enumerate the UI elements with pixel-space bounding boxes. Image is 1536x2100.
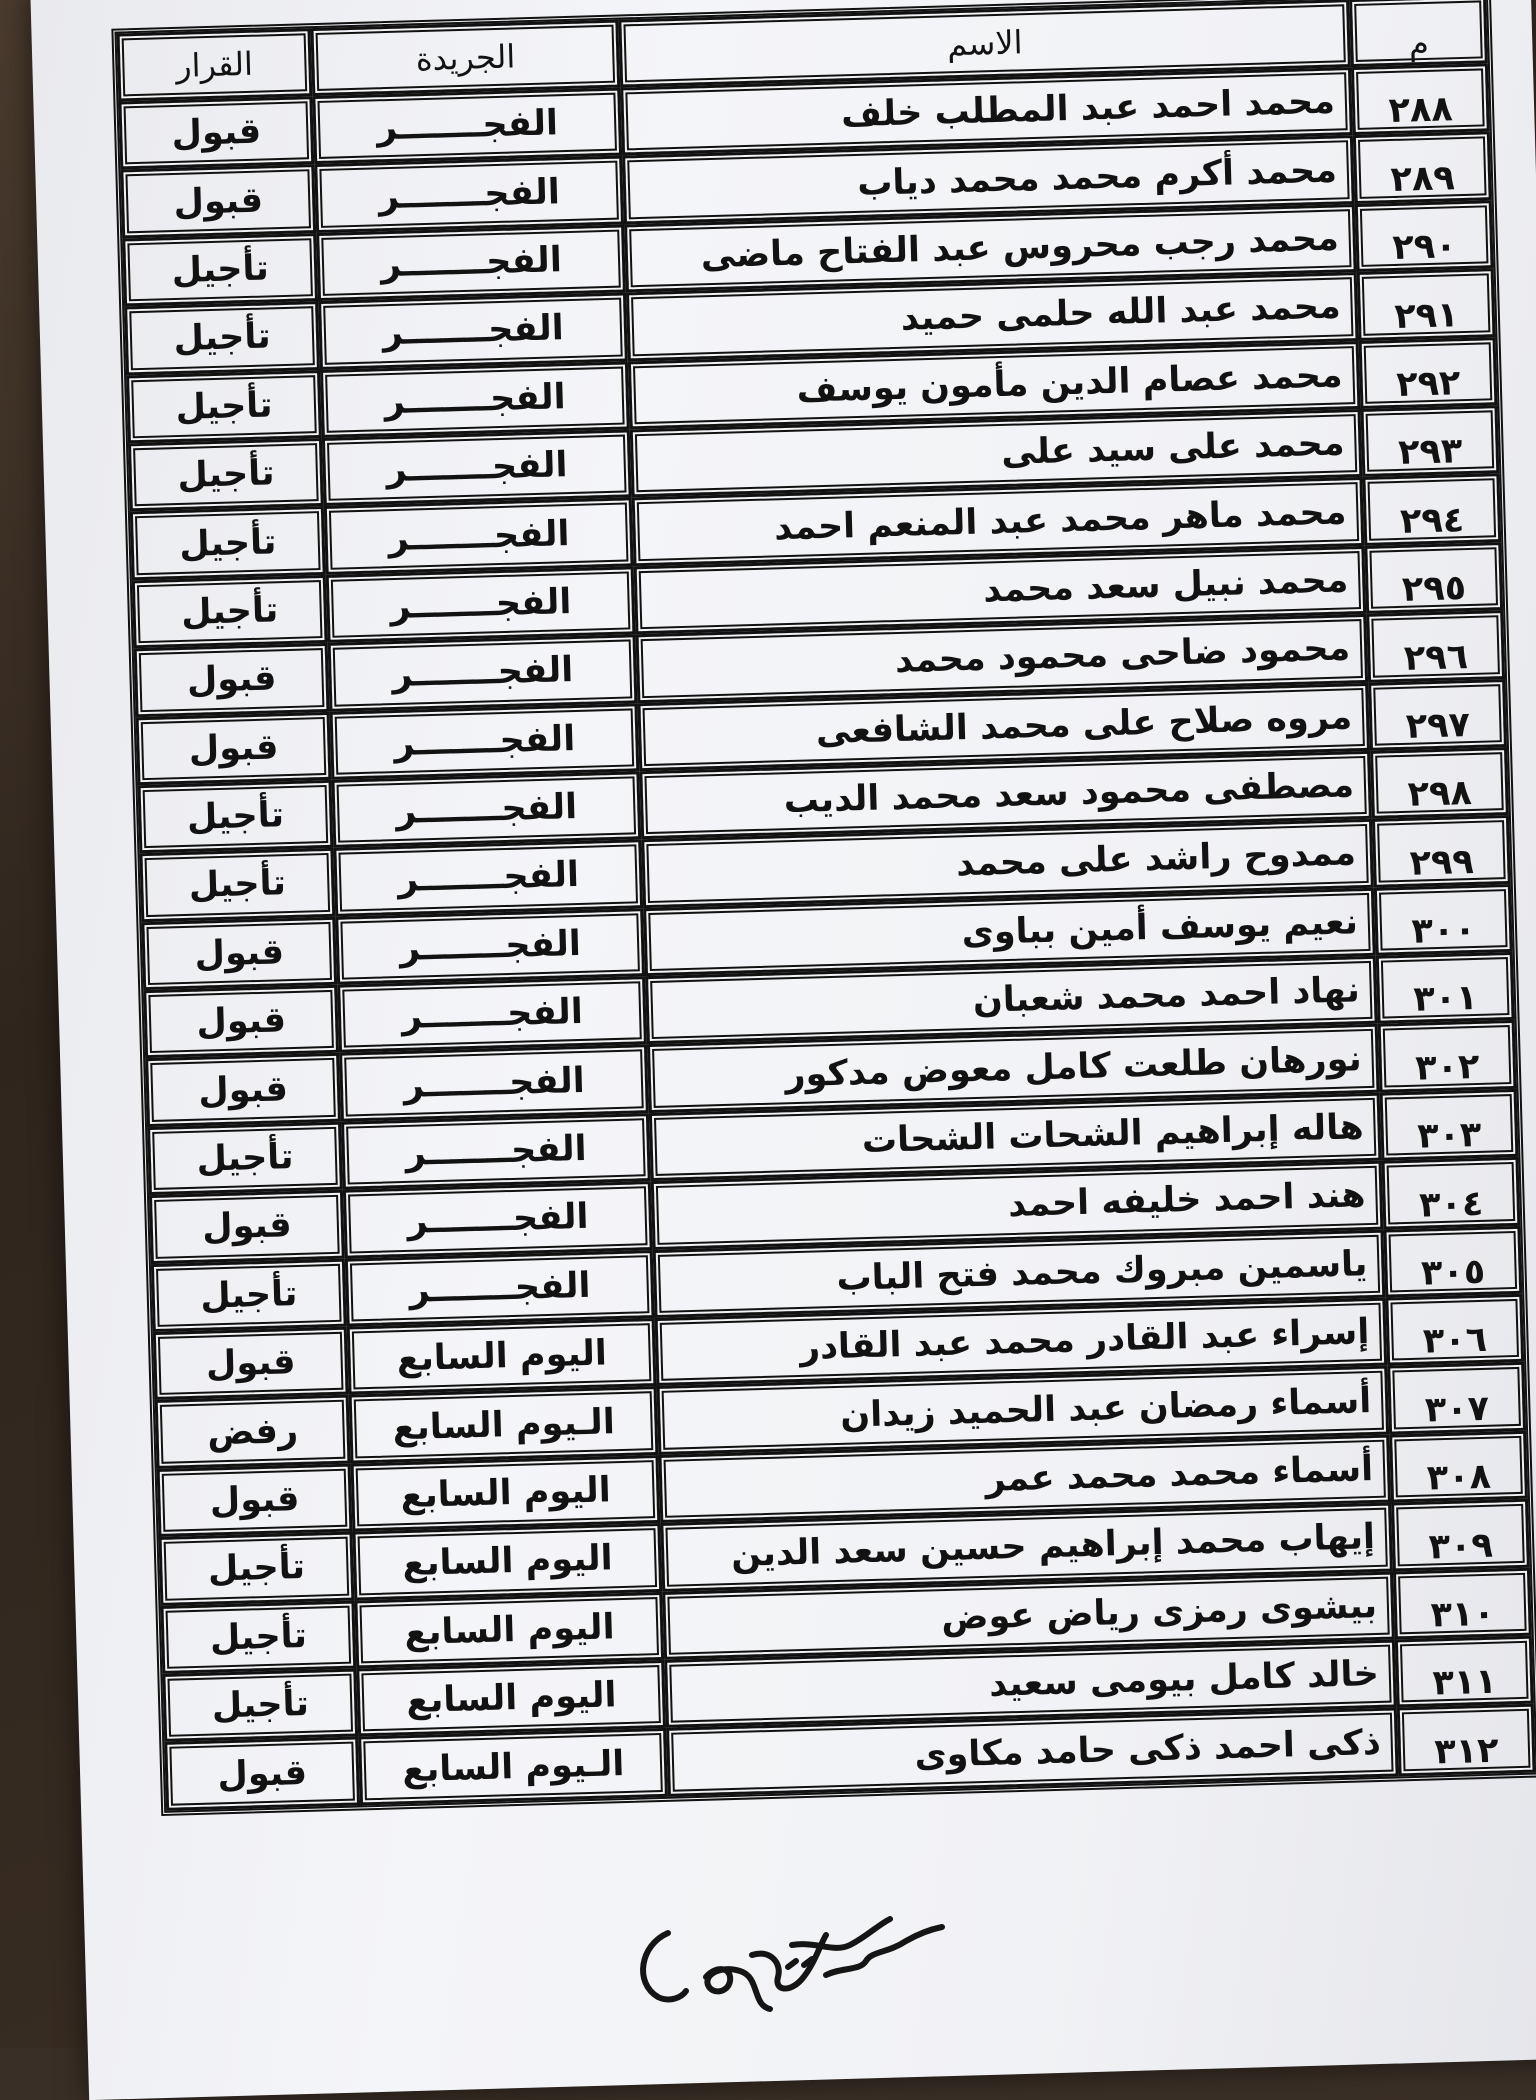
row-number: ٢٩٥ xyxy=(1364,542,1503,614)
row-decision: قبول xyxy=(136,711,332,785)
row-number: ٢٩٦ xyxy=(1366,610,1505,682)
row-number: ٢٩٤ xyxy=(1362,473,1501,545)
row-name: هند احمد خليفه احمد xyxy=(651,1161,1383,1250)
row-number: ٣٠٣ xyxy=(1380,1089,1519,1161)
row-decision: تأجيل xyxy=(124,301,320,375)
row-name: محمد نبيل سعد محمد xyxy=(634,546,1366,635)
row-decision: قبول xyxy=(141,916,337,990)
row-decision: قبول xyxy=(153,1327,349,1401)
row-newspaper: الفجـــــــر xyxy=(335,908,645,985)
row-newspaper: الفجـــــــر xyxy=(326,566,636,643)
row-number: ٣٠٧ xyxy=(1387,1362,1526,1434)
row-decision: تأجيل xyxy=(138,780,334,854)
row-name: نعيم يوسف أمين بباوى xyxy=(643,887,1375,976)
row-newspaper: الفجـــــــر xyxy=(345,1250,655,1327)
row-decision: تأجيل xyxy=(128,438,324,512)
row-newspaper: الفجـــــــر xyxy=(333,840,643,917)
row-newspaper: الفجـــــــر xyxy=(339,1045,649,1122)
row-newspaper: الفجـــــــر xyxy=(314,156,624,233)
row-number: ٢٩٩ xyxy=(1372,815,1511,887)
row-number: ٣١١ xyxy=(1395,1636,1534,1708)
row-decision: قبول xyxy=(143,985,339,1059)
row-name: إيهاب محمد إبراهيم حسين سعد الدين xyxy=(661,1503,1393,1592)
row-name: محمد عصام الدين مأمون يوسف xyxy=(628,341,1360,430)
row-decision: تأجيل xyxy=(159,1532,355,1606)
row-name: محمد أكرم محمد محمد دياب xyxy=(622,135,1354,224)
row-name: مروه صلاح على محمد الشافعى xyxy=(638,682,1370,771)
row-decision: قبول xyxy=(134,643,330,717)
row-newspaper: اليوم السابع xyxy=(354,1592,664,1669)
row-newspaper: الفجـــــــر xyxy=(337,976,647,1053)
row-name: محمد احمد عبد المطلب خلف xyxy=(621,67,1353,156)
row-number: ٣٠٤ xyxy=(1381,1157,1520,1229)
row-name: محمد عبد الله حلمى حميد xyxy=(626,272,1358,361)
row-name: ذكى احمد ذكى حامد مكاوى xyxy=(666,1708,1398,1797)
row-newspaper: الفجـــــــر xyxy=(330,703,640,780)
row-newspaper: الفجـــــــر xyxy=(318,293,628,370)
header-name: الاسم xyxy=(619,0,1351,87)
row-decision: تأجيل xyxy=(151,1258,347,1332)
row-newspaper: الفجـــــــر xyxy=(343,1181,653,1258)
row-decision: قبول xyxy=(149,1190,345,1264)
row-decision: تأجيل xyxy=(130,506,326,580)
row-newspaper: اليوم السابع xyxy=(356,1660,666,1737)
row-number: ٢٨٩ xyxy=(1353,132,1492,204)
row-number: ٢٩٢ xyxy=(1359,337,1498,409)
header-newspaper: الجريدة xyxy=(311,20,621,97)
row-decision: قبول xyxy=(145,1053,341,1127)
row-name: محمد ماهر محمد عبد المنعم احمد xyxy=(632,477,1364,566)
row-newspaper: الفجـــــــر xyxy=(324,498,634,575)
row-decision: تأجيل xyxy=(160,1600,356,1674)
row-newspaper: اليوم السابع xyxy=(351,1455,661,1532)
row-name: محمود ضاحى محمود محمد xyxy=(636,614,1368,703)
row-name: ياسمين مبروك محمد فتح الباب xyxy=(653,1229,1385,1318)
row-newspaper: الـيوم السابع xyxy=(358,1728,668,1805)
header-decision: القرار xyxy=(117,28,313,101)
header-number: م xyxy=(1349,0,1488,67)
row-newspaper: الفجـــــــر xyxy=(316,224,626,301)
row-name: مصطفى محمود سعد محمد الديب xyxy=(640,751,1372,840)
row-decision: قبول xyxy=(118,96,314,170)
row-decision: رفض xyxy=(155,1395,351,1469)
row-number: ٣٠٢ xyxy=(1378,1020,1517,1092)
row-name: هاله إبراهيم الشحات الشحات xyxy=(649,1093,1381,1182)
roster-sheet xyxy=(111,0,1536,1816)
row-number: ٣٠٠ xyxy=(1374,884,1513,956)
row-number: ٣١٠ xyxy=(1393,1567,1532,1639)
row-name: أسماء محمد محمد عمر xyxy=(659,1434,1391,1523)
row-newspaper: الفجـــــــر xyxy=(341,1113,651,1190)
row-decision: تأجيل xyxy=(132,575,328,649)
row-decision: قبول xyxy=(157,1463,353,1537)
table-body xyxy=(118,63,1535,1810)
row-name: محمد على سيد على xyxy=(630,409,1362,498)
row-name: بيشوى رمزى رياض عوض xyxy=(663,1571,1395,1660)
row-number: ٣٠٨ xyxy=(1389,1431,1528,1503)
row-name: نهاد احمد محمد شعبان xyxy=(645,956,1377,1045)
row-number: ٢٩١ xyxy=(1357,268,1496,340)
row-decision: تأجيل xyxy=(126,370,322,444)
row-newspaper: الـيوم السابع xyxy=(349,1386,659,1463)
paper-sheet xyxy=(30,0,1536,2100)
handwritten-signature xyxy=(620,1905,960,2025)
row-newspaper: الفجـــــــر xyxy=(332,771,642,848)
row-name: خالد كامل بيومى سعيد xyxy=(664,1639,1396,1728)
row-newspaper: اليوم السابع xyxy=(347,1318,657,1395)
row-number: ٢٩٨ xyxy=(1370,747,1509,819)
row-number: ٣٠٩ xyxy=(1391,1499,1530,1571)
row-number: ٣٠٦ xyxy=(1385,1294,1524,1366)
row-number: ٢٩٣ xyxy=(1360,405,1499,477)
roster-table xyxy=(111,0,1536,1816)
row-number: ٢٩٠ xyxy=(1355,200,1494,272)
row-name: ممدوح راشد على محمد xyxy=(642,819,1374,908)
row-number: ٣١٢ xyxy=(1397,1704,1536,1776)
row-name: نورهان طلعت كامل معوض مدكور xyxy=(647,1024,1379,1113)
row-number: ٣٠١ xyxy=(1376,952,1515,1024)
row-newspaper: الفجـــــــر xyxy=(320,361,630,438)
row-number: ٢٩٧ xyxy=(1368,679,1507,751)
row-number: ٢٨٨ xyxy=(1351,63,1490,135)
row-decision: قبول xyxy=(164,1737,360,1811)
row-decision: تأجيل xyxy=(139,848,335,922)
row-name: أسماء رمضان عبد الحميد زيدان xyxy=(657,1366,1389,1455)
row-name: إسراء عبد القادر محمد عبد القادر xyxy=(655,1298,1387,1387)
row-name: محمد رجب محروس عبد الفتاح ماضى xyxy=(624,204,1356,293)
row-newspaper: الفجـــــــر xyxy=(312,87,622,164)
row-newspaper: الفجـــــــر xyxy=(328,634,638,711)
row-decision: تأجيل xyxy=(147,1122,343,1196)
row-decision: تأجيل xyxy=(122,233,318,307)
row-decision: تأجيل xyxy=(162,1668,358,1742)
row-newspaper: الفجـــــــر xyxy=(322,429,632,506)
row-newspaper: اليوم السابع xyxy=(353,1523,663,1600)
row-number: ٣٠٥ xyxy=(1383,1225,1522,1297)
row-decision: قبول xyxy=(120,164,316,238)
